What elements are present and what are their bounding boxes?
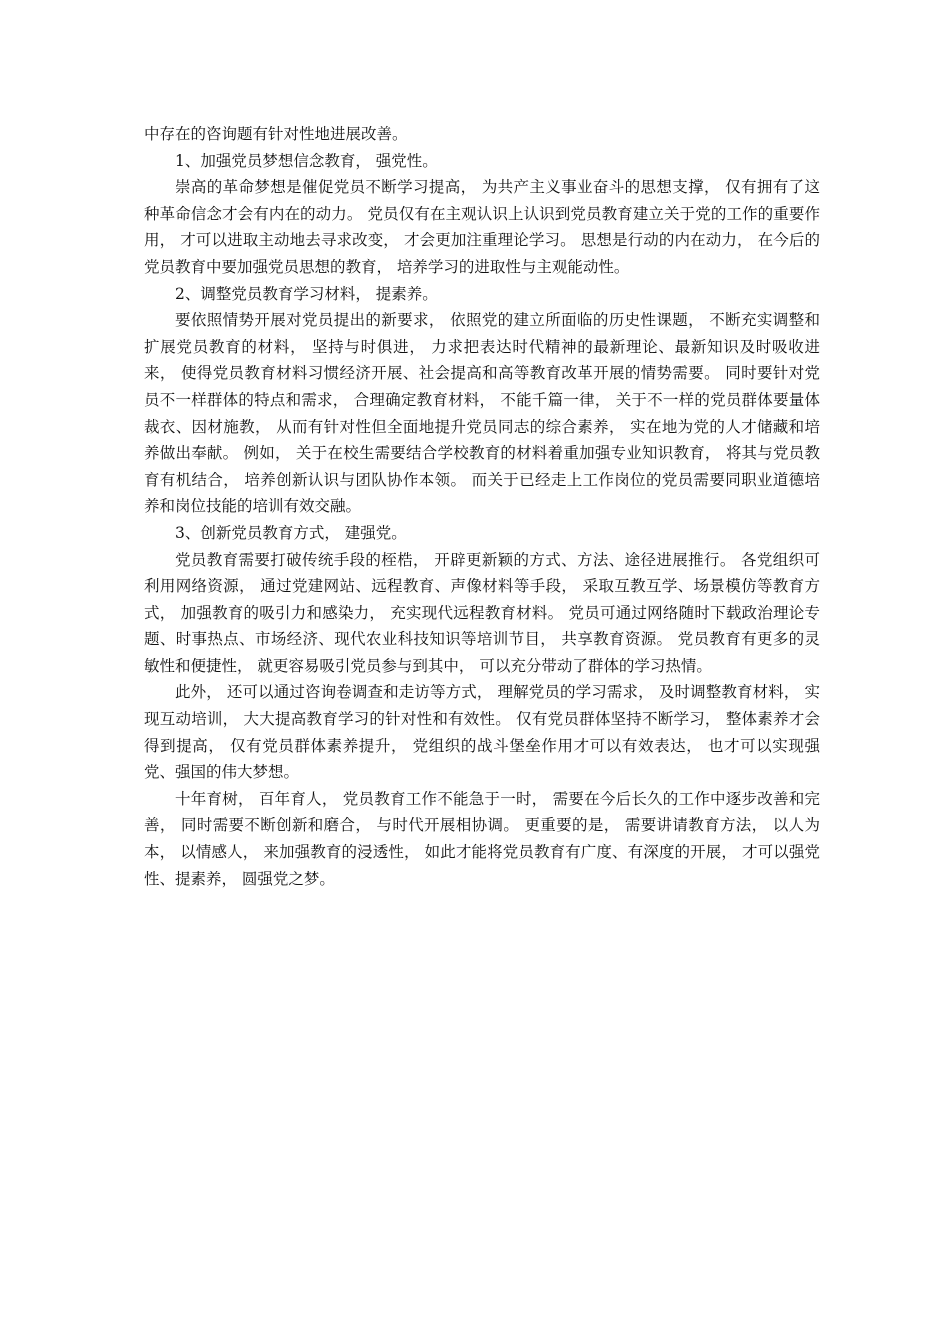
paragraph-conclusion: 十年育树， 百年育人， 党员教育工作不能急于一时， 需要在今后长久的工作中逐步改善和完善， 同时需要不断创新和磨合， 与时代开展相协调。 更重要的是， 需要讲请教育方法， 以人为本， 以情感人， 来加强教育的浸透性， 如此才能将党员教育有广度、有深度的开展， 才可以强党性、提素养， 圆强党之梦。 (144, 789, 820, 888)
document-body (144, 121, 820, 892)
section-heading-1: 1、加强党员梦想信念教育， 强党性。 (175, 151, 438, 170)
paragraph: 要依照情势开展对党员提出的新要求， 依照党的建立所面临的历史性课题， 不断充实调整和扩展党员教育的材料， 坚持与时俱进， 力求把表达时代精神的最新理论、最新知识及时吸收进来， 使得党员教育材料习惯经济开展、社会提高和高等教育改革开展的情势需要。 同时要针对党员不一样群体的特点和需求， 合理确定教育材料， 不能千篇一律， 关于不一样的党员群体要量体裁衣、因材施教， 从而有针对性但全面地提升党员同志的综合素养， 实在地为党的人才储藏和培养做出奉献。 例如， 关于在校生需要结合学校教育的材料着重加强专业知识教育， 将其与党员教育有机结合， 培养创新认识与团队协作本领。 而关于已经走上工作岗位的党员需要同职业道德培养和岗位技能的培训有效交融。 (144, 311, 820, 516)
section-heading-3: 3、创新党员教育方式， 建强党。 (175, 523, 407, 542)
paragraph: 此外， 还可以通过咨询卷调查和走访等方式， 理解党员的学习需求， 及时调整教育材料， 实现互动培训， 大大提高教育学习的针对性和有效性。 仅有党员群体坚持不断学习， 整体素养才会得到提高， 仅有党员群体素养提升， 党组织的战斗堡垒作用才可以有效表达， 也才可以实现强党、强国的伟大梦想。 (144, 683, 820, 782)
paragraph-continuation: 中存在的咨询题有针对性地进展改善。 (144, 125, 408, 143)
paragraph: 党员教育需要打破传统手段的桎梏， 开辟更新颖的方式、方法、途径进展推行。 各党组织可利用网络资源， 通过党建网站、远程教育、声像材料等手段， 采取互教互学、场景模仿等教育方式， 加强教育的吸引力和感染力， 充实现代远程教育材料。 党员可通过网络随时下载政治理论专题、时事热点、市场经济、现代农业科技知识等培训节目， 共享教育资源。 党员教育有更多的灵敏性和便捷性， 就更容易吸引党员参与到其中， 可以充分带动了群体的学习热情。 (144, 550, 820, 675)
paragraph: 崇高的革命梦想是催促党员不断学习提高， 为共产主义事业奋斗的思想支撑， 仅有拥有了这种革命信念才会有内在的动力。 党员仅有在主观认识上认识到党员教育建立关于党的工作的重要作用， 才可以进取主动地去寻求改变， 才会更加注重理论学习。 思想是行动的内在动力， 在今后的党员教育中要加强党员思想的教育， 培养学习的进取性与主观能动性。 (144, 178, 820, 276)
section-heading-2: 2、调整党员教育学习材料， 提素养。 (175, 284, 438, 303)
